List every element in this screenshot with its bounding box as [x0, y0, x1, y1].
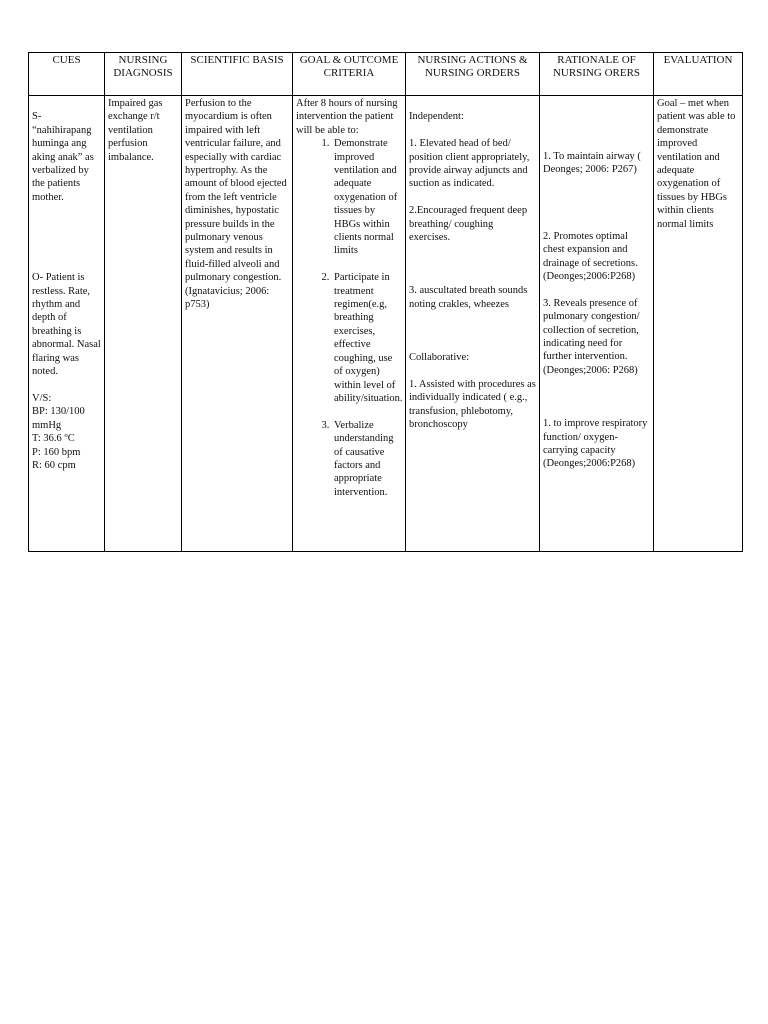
subjective-cue: S- “nahihirapang huminga ang aking anak” as verbalized by the patients mother.: [32, 111, 94, 203]
goal-list: [296, 137, 402, 499]
vital-sign: P: 160 bpm: [32, 446, 81, 458]
collaborative-label: Collaborative:: [409, 352, 470, 364]
list-item: 3. Verbalize understanding of causative factors and appropriate intervention.: [332, 419, 402, 499]
header-scientific-basis: SCIENTIFIC BASIS: [182, 53, 293, 96]
scientific-basis-text: Perfusion to the myocardium is often impaired with left ventricular failure, and especially with cardiac hypertrophy. As the amount of blood ejected from the left ventricle diminishes, hypostatic pressure builds in the pulmonary venous system and results in fluid-filled alveoli and pulmonary congestion. (Ignatavicius; 2006: p753): [185, 98, 287, 311]
goal-cell: [293, 96, 406, 552]
header-nursing-actions: NURSING ACTIONS & NURSING ORDERS: [406, 53, 540, 96]
rationale-cell: [540, 96, 654, 552]
header-goal-outcome: GOAL & OUTCOME CRITERIA: [293, 53, 406, 96]
action-item: 3. auscultated breath sounds noting crakles, wheezes: [409, 285, 528, 310]
vital-sign: R: 60 cpm: [32, 459, 76, 471]
vital-sign: T: 36.6 ºC: [32, 433, 75, 445]
list-item: 2. Participate in treatment regimen(e.g, breathing exercises, effective coughing, use of oxygen) within level of ability/situation.: [332, 271, 402, 405]
header-row: [29, 53, 743, 96]
rationale-item: 3. Reveals presence of pulmonary congestion/ collection of secretion, indicating need for further intervention. (Deonges;2006: P268): [543, 297, 640, 376]
nursing-care-plan-table: [28, 52, 743, 552]
rationale-item: 1. to improve respiratory function/ oxygen-carrying capacity (Deonges;2006:P268): [543, 418, 648, 470]
header-evaluation: EVALUATION: [654, 53, 743, 96]
list-item: 1. Demonstrate improved ventilation and adequate oxygenation of tissues by HBGs within clients normal limits: [332, 137, 402, 258]
header-rationale: RATIONALE OF NURSING ORERS: [540, 53, 654, 96]
action-item: 1. Elevated head of bed/ position client appropriately, provide airway adjuncts and suction as indicated.: [409, 138, 530, 190]
nursing-diagnosis: Impaired gas exchange r/t ventilation perfusion imbalance.: [108, 98, 163, 163]
rationale-item: 1. To maintain airway ( Deonges; 2006: P267): [543, 151, 641, 176]
independent-label: Independent:: [409, 111, 464, 123]
evaluation-cell: [654, 96, 743, 552]
header-cues: CUES: [29, 53, 105, 96]
actions-cell: [406, 96, 540, 552]
action-item: 2.Encouraged frequent deep breathing/ coughing exercises.: [409, 205, 528, 244]
evaluation-text: Goal – met when patient was able to demonstrate improved ventilation and adequate oxygenation of tissues by HBGs within clients normal limits: [657, 98, 736, 230]
scientific-basis-cell: [182, 96, 293, 552]
goal-intro: After 8 hours of nursing intervention the patient will be able to:: [296, 98, 398, 136]
rationale-item: 2. Promotes optimal chest expansion and drainage of secretions. (Deonges;2006:P268): [543, 230, 638, 283]
diagnosis-cell: [105, 96, 182, 552]
cues-cell: [29, 96, 105, 552]
table-row: [29, 96, 743, 552]
vital-sign: BP: 130/100 mmHg: [32, 406, 85, 431]
objective-cue: O- Patient is restless. Rate, rhythm and depth of breathing is abnormal. Nasal flaring was noted.: [32, 272, 101, 378]
vital-signs-label: V/S:: [32, 392, 52, 404]
action-item: 1. Assisted with procedures as individually indicated ( e.g., transfusion, phlebotomy, bronchoscopy: [409, 379, 536, 431]
header-nursing-diagnosis: NURSING DIAGNOSIS: [105, 53, 182, 96]
